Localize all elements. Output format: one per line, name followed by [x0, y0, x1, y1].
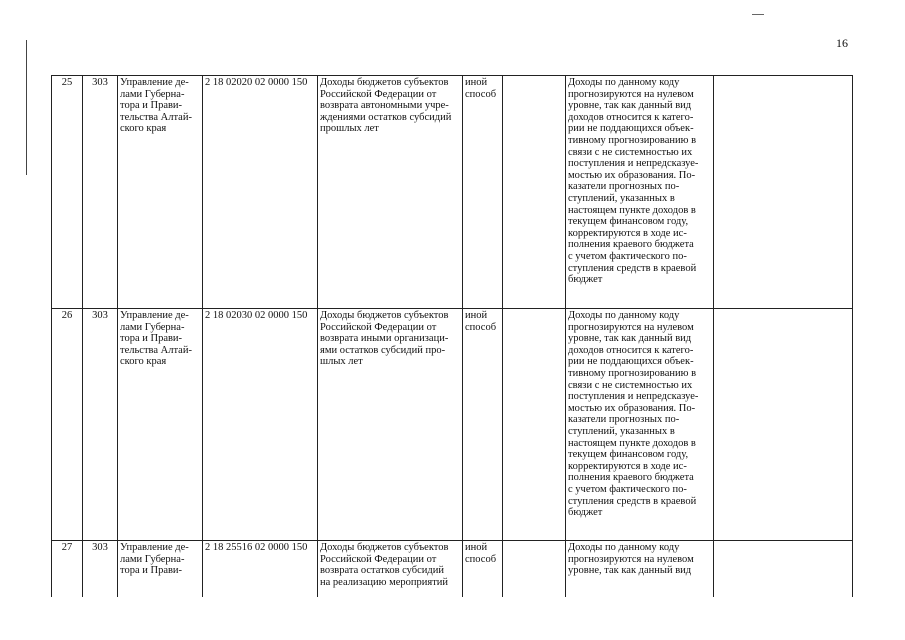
forecast-method: иной способ [463, 541, 503, 597]
revenue-name: Доходы бюджетов субъектов Российской Федерации от возврата остатков субсидий на реализацию мероприятий [318, 541, 463, 597]
formula-cell [503, 309, 566, 541]
method-description: Доходы по данному коду прогнозируются на нулевом уровне, так как данный вид доходов относится к катего- рии не поддающихся объек- тивному прогнозированию в связи с не системностью их поступления и непредсказуе- мостью их образования. По- казатели прогнозных по- ступлений, указанных в настоящем пункте доходов в текущем финансовом году, корректируются в ходе ис- полнения краевого бюджета с учетом фактического по- ступления средств в краевой бюджет [566, 309, 714, 541]
administrator-name: Управление де- лами Губерна- тора и Прави- [118, 541, 203, 597]
admin-code: 303 [83, 541, 118, 597]
row-number: 25 [52, 76, 83, 309]
budget-classification-code: 2 18 02020 02 0000 150 [203, 76, 318, 309]
table-row [52, 309, 853, 541]
row-number: 26 [52, 309, 83, 541]
scan-mark [752, 14, 764, 15]
revenue-table [51, 75, 853, 597]
budget-classification-code: 2 18 02030 02 0000 150 [203, 309, 318, 541]
administrator-name: Управление де- лами Губерна- тора и Прави- тельства Алтай- ского края [118, 76, 203, 309]
forecast-method: иной способ [463, 76, 503, 309]
method-description: Доходы по данному коду прогнозируются на нулевом уровне, так как данный вид доходов относится к катего- рии не поддающихся объек- тивному прогнозированию в связи с не системностью их поступления и непредсказуе- мостью их образования. По- казатели прогнозных по- ступлений, указанных в настоящем пункте доходов в текущем финансовом году, корректируются в ходе ис- полнения краевого бюджета с учетом фактического по- ступления средств в краевой бюджет [566, 76, 714, 309]
budget-classification-code: 2 18 25516 02 0000 150 [203, 541, 318, 597]
extra-cell [714, 309, 853, 541]
formula-cell [503, 541, 566, 597]
method-description: Доходы по данному коду прогнозируются на нулевом уровне, так как данный вид [566, 541, 714, 597]
extra-cell [714, 76, 853, 309]
revenue-name: Доходы бюджетов субъектов Российской Федерации от возврата автономными учре- ждениями остатков субсидий прошлых лет [318, 76, 463, 309]
revenue-name: Доходы бюджетов субъектов Российской Федерации от возврата иными организаци- ями остатков субсидий про- шлых лет [318, 309, 463, 541]
formula-cell [503, 76, 566, 309]
row-number: 27 [52, 541, 83, 597]
admin-code: 303 [83, 309, 118, 541]
page-number: 16 [836, 36, 848, 50]
forecast-method: иной способ [463, 309, 503, 541]
extra-cell [714, 541, 853, 597]
table-row [52, 76, 853, 309]
margin-line [26, 40, 27, 175]
admin-code: 303 [83, 76, 118, 309]
table-row [52, 541, 853, 597]
administrator-name: Управление де- лами Губерна- тора и Прави- тельства Алтай- ского края [118, 309, 203, 541]
